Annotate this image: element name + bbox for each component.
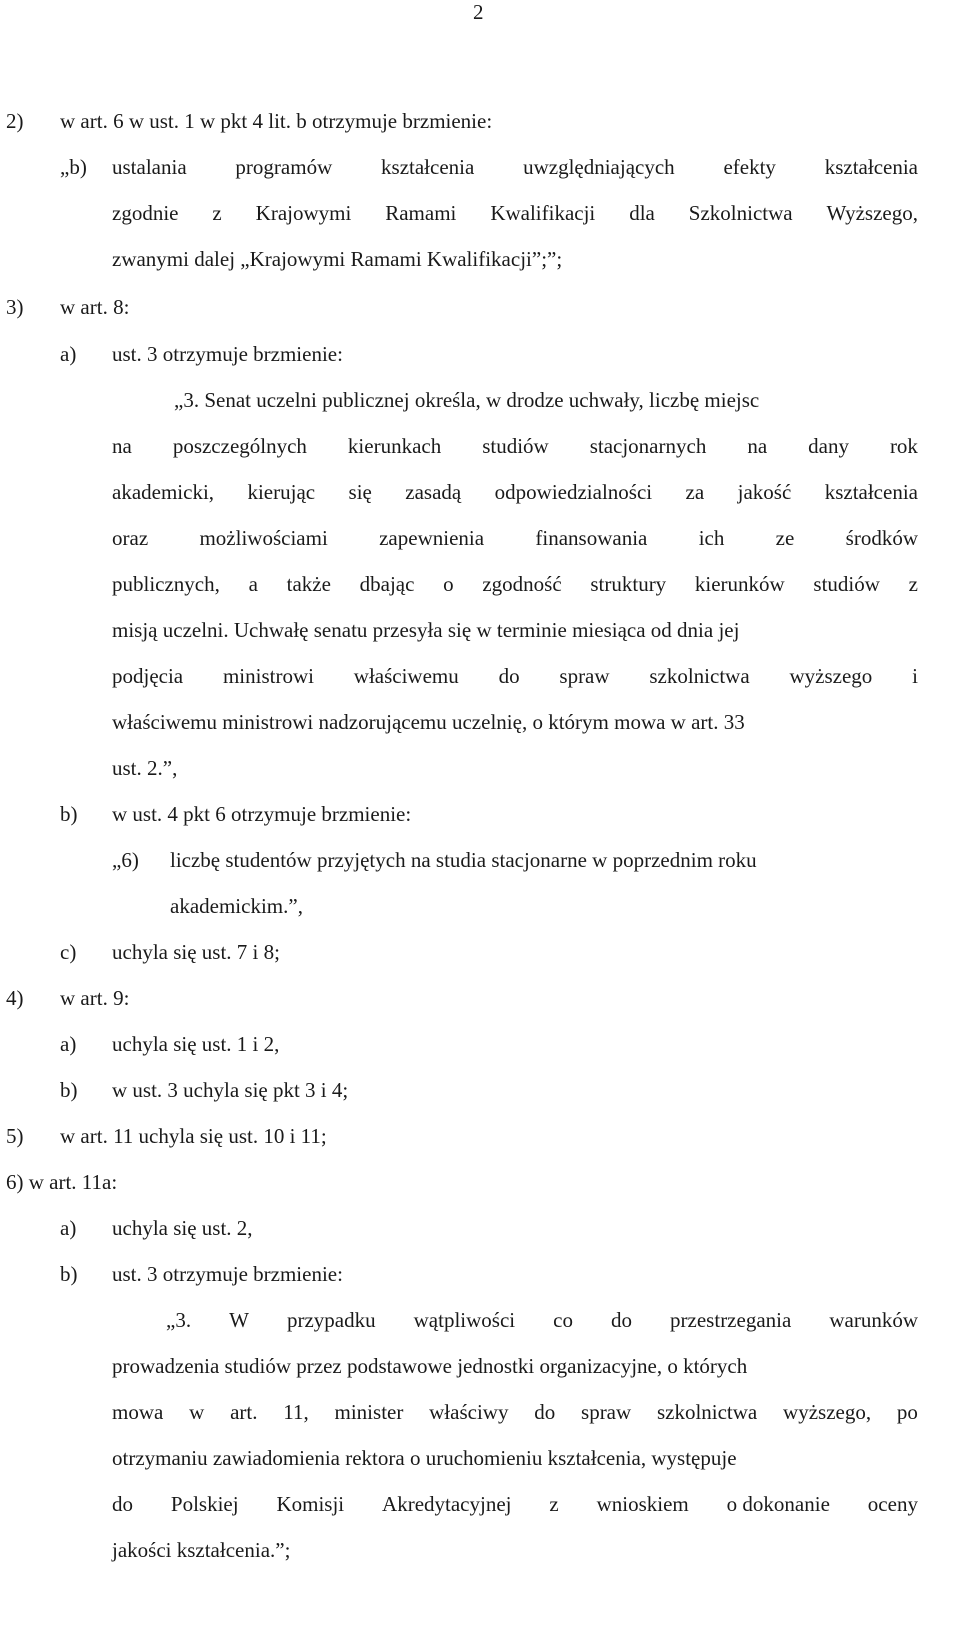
item-5-number: 5) xyxy=(6,1124,24,1148)
word: Krajowymi xyxy=(255,201,352,225)
word: Polskiej xyxy=(170,1492,239,1516)
word: dany xyxy=(808,434,849,458)
word: podjęcia xyxy=(112,664,184,688)
item-3-b-quote-label: „6) xyxy=(112,848,139,872)
word: wątpliwości xyxy=(413,1308,516,1332)
word: spraw xyxy=(559,664,610,688)
item-3-a-quote-line-1: „3. Senat uczelni publicznej określa, w drodze uchwały, liczbę miejsc xyxy=(174,388,760,412)
word: do xyxy=(611,1308,633,1332)
word: spraw xyxy=(581,1400,632,1424)
item-2-b-line-3: zwanymi dalej „Krajowymi Ramami Kwalifikacji”;”; xyxy=(112,247,563,271)
word: szkolnictwa xyxy=(656,1400,758,1424)
item-6-a-text: uchyla się ust. 2, xyxy=(112,1216,253,1240)
word: do xyxy=(498,664,520,688)
word: efekty xyxy=(723,155,776,179)
word: zasadą xyxy=(405,480,462,504)
word: do xyxy=(534,1400,556,1424)
item-3-a-text: ust. 3 otrzymuje brzmienie: xyxy=(112,342,343,366)
word: Wyższego, xyxy=(826,201,918,225)
word: ze xyxy=(775,526,795,550)
word: dbając xyxy=(359,572,415,596)
word: ustalania xyxy=(112,155,187,179)
item-3-a-quote-line-5 xyxy=(112,574,918,595)
word: minister xyxy=(334,1400,404,1424)
word: na xyxy=(112,434,132,458)
word: co xyxy=(553,1308,573,1332)
word: jakość xyxy=(737,480,792,504)
word: W xyxy=(229,1308,249,1332)
word: zgodność xyxy=(482,572,562,596)
item-2-text: w art. 6 w ust. 1 w pkt 4 lit. b otrzymuje brzmienie: xyxy=(60,109,493,133)
word: zgodnie xyxy=(112,201,179,225)
word: także xyxy=(286,572,331,596)
word: kierunkach xyxy=(347,434,442,458)
item-3-a-quote-line-4 xyxy=(112,528,918,549)
word: właściwemu xyxy=(353,664,459,688)
item-3-b-quote-line-2: akademickim.”, xyxy=(170,894,303,918)
item-6-line: 6) w art. 11a: xyxy=(6,1170,118,1194)
item-6-b-label: b) xyxy=(60,1262,78,1286)
item-4-number: 4) xyxy=(6,986,24,1010)
word: wnioskiem xyxy=(596,1492,689,1516)
word: Akredytacyjnej xyxy=(382,1492,512,1516)
word: kierując xyxy=(247,480,316,504)
word: przypadku xyxy=(286,1308,376,1332)
item-3-text: w art. 8: xyxy=(60,295,130,319)
word: rok xyxy=(889,434,918,458)
word: Ramami xyxy=(385,201,457,225)
word: studiów xyxy=(813,572,880,596)
word: ministrowi xyxy=(222,664,314,688)
word: z xyxy=(549,1492,559,1516)
word: o xyxy=(443,572,454,596)
word: stacjonarnych xyxy=(589,434,707,458)
item-3-a-quote-line-8: właściwemu ministrowi nadzorującemu uczelnię, o którym mowa w art. 33 xyxy=(112,710,745,734)
item-3-c-label: c) xyxy=(60,940,77,964)
item-2-b-label: „b) xyxy=(60,155,87,179)
word: Kwalifikacji xyxy=(490,201,596,225)
item-6-b-quote-line-4: otrzymaniu zawiadomienia rektora o uruchomieniu kształcenia, występuje xyxy=(112,1446,737,1470)
item-6-b-text: ust. 3 otrzymuje brzmienie: xyxy=(112,1262,343,1286)
item-3-a-quote-line-7 xyxy=(112,666,918,687)
item-3-number: 3) xyxy=(6,295,24,319)
item-4-b-label: b) xyxy=(60,1078,78,1102)
word: wyższego xyxy=(789,664,873,688)
word: odpowiedzialności xyxy=(494,480,653,504)
word: na xyxy=(747,434,768,458)
item-6-b-quote-line-3 xyxy=(112,1402,918,1423)
item-3-b-quote-line-1: liczbę studentów przyjętych na studia stacjonarne w poprzednim roku xyxy=(170,848,757,872)
item-3-a-label: a) xyxy=(60,342,77,366)
item-4-text: w art. 9: xyxy=(60,986,130,1010)
word: z xyxy=(212,201,222,225)
item-3-a-quote-line-2 xyxy=(112,436,918,457)
item-4-a-label: a) xyxy=(60,1032,77,1056)
word: poszczególnych xyxy=(172,434,307,458)
word: wyższego, xyxy=(783,1400,872,1424)
item-6-b-quote-line-6: jakości kształcenia.”; xyxy=(112,1538,291,1562)
word: mowa xyxy=(112,1400,164,1424)
word: „3. xyxy=(166,1308,192,1332)
word: za xyxy=(685,480,705,504)
word: Komisji xyxy=(276,1492,345,1516)
item-3-a-quote-line-9: ust. 2.”, xyxy=(112,756,178,780)
page-number: 2 xyxy=(473,0,484,24)
item-3-b-text: w ust. 4 pkt 6 otrzymuje brzmienie: xyxy=(112,802,412,826)
item-6-b-quote-line-2: prowadzenia studiów przez podstawowe jednostki organizacyjne, o których xyxy=(112,1354,748,1378)
word: środków xyxy=(845,526,918,550)
word: możliwościami xyxy=(199,526,328,550)
item-4-a-text: uchyla się ust. 1 i 2, xyxy=(112,1032,280,1056)
word: o dokonanie xyxy=(726,1492,830,1516)
word: akademicki, xyxy=(112,480,215,504)
word: dla xyxy=(629,201,655,225)
word: właściwy xyxy=(429,1400,509,1424)
word: się xyxy=(348,480,372,504)
word: a xyxy=(248,572,258,596)
item-6-b-quote-line-1 xyxy=(166,1310,918,1331)
word: 11, xyxy=(283,1400,309,1424)
word: i xyxy=(912,664,918,688)
word: kształcenia xyxy=(824,155,918,179)
word: kształcenia xyxy=(824,480,918,504)
item-3-c-text: uchyla się ust. 7 i 8; xyxy=(112,940,280,964)
word: przestrzegania xyxy=(670,1308,792,1332)
word: programów xyxy=(235,155,333,179)
item-4-b-text: w ust. 3 uchyla się pkt 3 i 4; xyxy=(112,1078,349,1102)
word: oceny xyxy=(867,1492,918,1516)
word: do xyxy=(112,1492,133,1516)
word: po xyxy=(896,1400,918,1424)
word: kierunków xyxy=(694,572,785,596)
item-3-a-quote-line-6: misją uczelni. Uchwałę senatu przesyła się w terminie miesiąca od dnia jej xyxy=(112,618,740,642)
word: w xyxy=(189,1400,205,1424)
item-2-number: 2) xyxy=(6,109,24,133)
word: Szkolnictwa xyxy=(688,201,793,225)
word: art. xyxy=(230,1400,258,1424)
word: uwzględniających xyxy=(523,155,675,179)
word: szkolnictwa xyxy=(649,664,750,688)
word: studiów xyxy=(482,434,549,458)
word: ich xyxy=(698,526,725,550)
item-2-b-line-2 xyxy=(112,203,918,224)
word: z xyxy=(908,572,918,596)
word: kształcenia xyxy=(381,155,475,179)
word: finansowania xyxy=(535,526,648,550)
word: zapewnienia xyxy=(379,526,485,550)
item-5-text: w art. 11 uchyla się ust. 10 i 11; xyxy=(60,1124,327,1148)
item-3-b-label: b) xyxy=(60,802,78,826)
item-6-a-label: a) xyxy=(60,1216,77,1240)
item-2-b-line-1 xyxy=(112,157,918,178)
word: warunków xyxy=(829,1308,918,1332)
word: publicznych, xyxy=(112,572,220,596)
item-3-a-quote-line-3 xyxy=(112,482,918,503)
word: oraz xyxy=(112,526,149,550)
word: struktury xyxy=(590,572,667,596)
item-6-b-quote-line-5 xyxy=(112,1494,918,1515)
